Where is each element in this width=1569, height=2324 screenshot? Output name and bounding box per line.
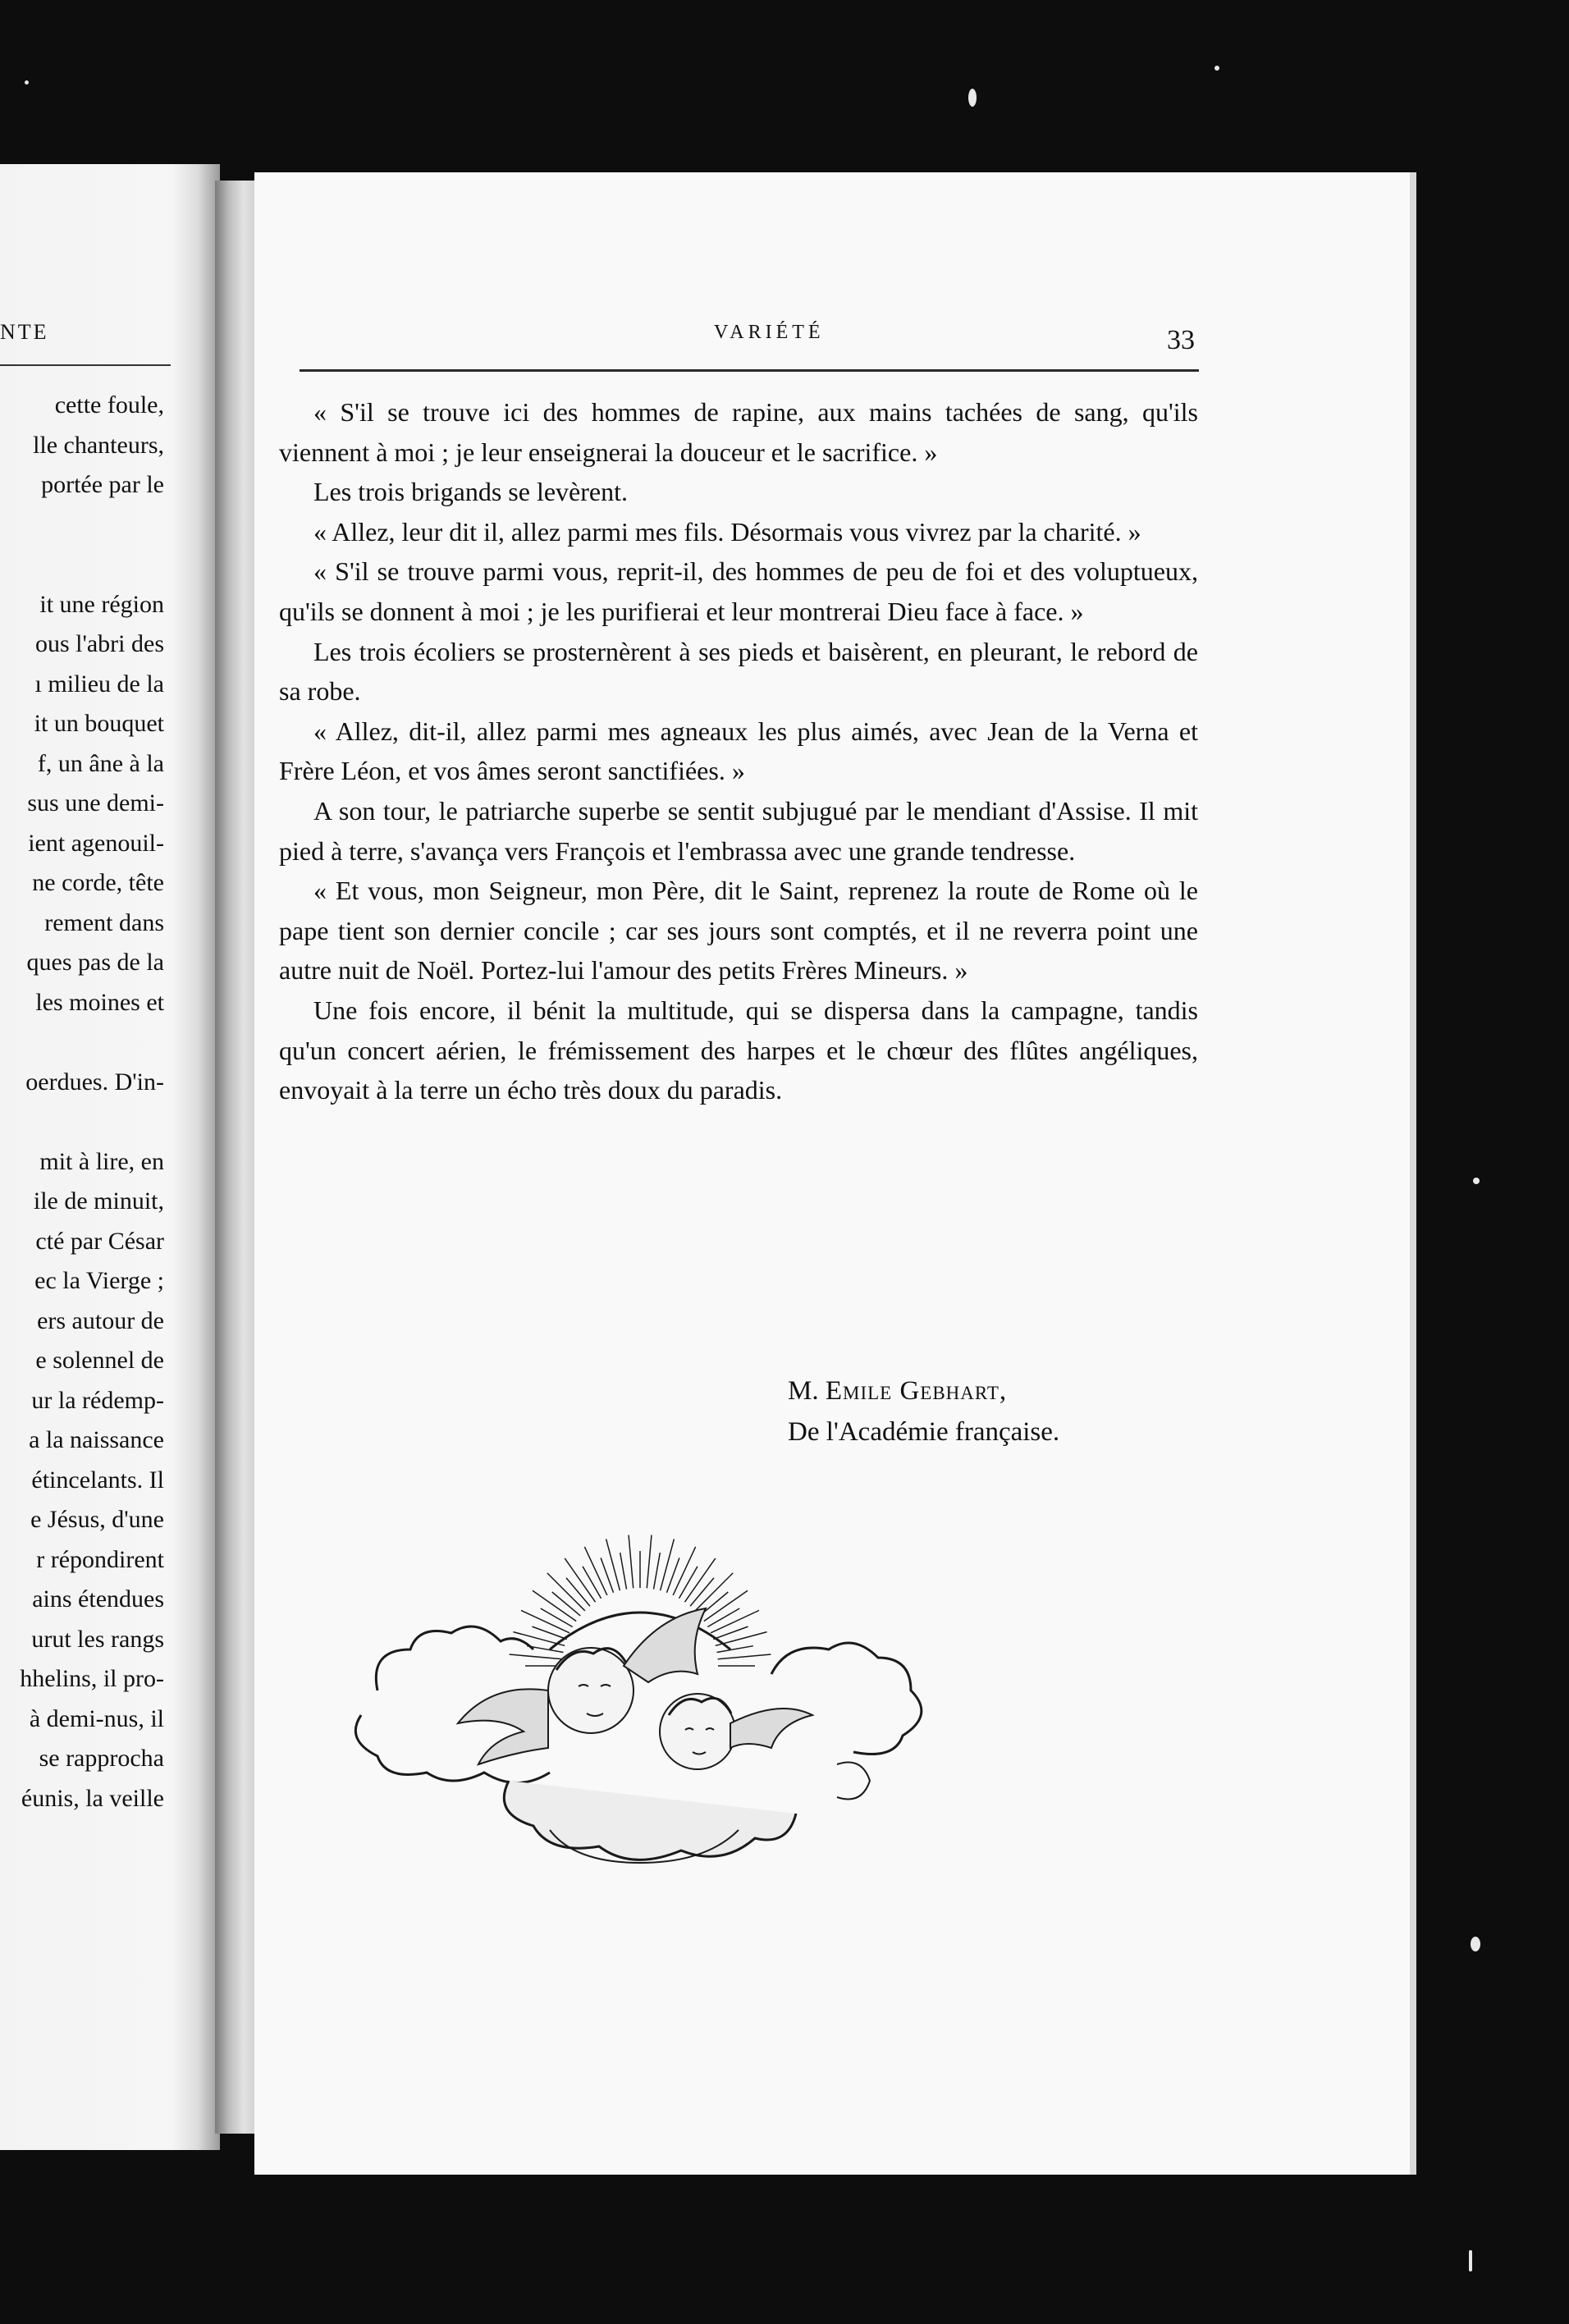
sunburst-ray — [620, 1553, 627, 1589]
left-page-line: rement dans — [44, 908, 164, 936]
sunburst-ray — [566, 1578, 590, 1606]
left-page-line: éunis, la veille — [21, 1784, 164, 1812]
sunburst-ray — [606, 1539, 620, 1590]
left-running-head: NTE — [0, 320, 49, 344]
sunburst-ray — [653, 1553, 660, 1589]
page-right — [254, 172, 1410, 2175]
author-affiliation: De l'Académie française. — [788, 1417, 1060, 1447]
paragraph: « Et vous, mon Seigneur, mon Père, dit le Saint, reprenez la route de Rome où le pape tient son dernier concile ; car ses jours sont comptés, et il ne reverra point une autre nuit de Noël. Portez-lui l'amour des petits Frères Mineurs. » — [279, 876, 1198, 986]
left-page-line: e solennel de — [35, 1347, 164, 1374]
left-page-line: oerdues. D'in- — [25, 1068, 164, 1096]
sunburst-ray — [601, 1558, 613, 1592]
paragraph: Les trois brigands se levèrent. — [313, 477, 628, 507]
left-page-line: ec la Vierge ; — [34, 1267, 164, 1294]
left-page-line: portée par le — [41, 471, 164, 498]
left-page-line — [0, 1022, 164, 1063]
dust-speck — [1214, 66, 1219, 71]
left-page-line: mit à lire, en — [39, 1147, 164, 1175]
paragraph: « S'il se trouve ici des hommes de rapine, aux mains tachées de sang, qu'ils viennent à moi ; je leur enseignerai la douceur et le sacrifice. » — [279, 397, 1198, 467]
left-page-line: étincelants. Il — [31, 1466, 164, 1494]
paragraph: « S'il se trouve parmi vous, reprit-il, des hommes de peu de foi et des voluptueux, qu'ils se donnent à moi ; je les purifierai et leur montrerai Dieu face à face. » — [279, 556, 1198, 626]
left-page-line: les moines et — [35, 988, 164, 1016]
sunburst-ray — [711, 1610, 759, 1632]
dust-speck — [1471, 1937, 1480, 1951]
left-page-line: ques pas de la — [26, 949, 164, 976]
sunburst-ray — [583, 1567, 602, 1599]
left-page-line: ur la rédemp- — [31, 1386, 164, 1414]
left-page-line: ı milieu de la — [34, 670, 164, 698]
left-page-line: r répondirent — [36, 1545, 164, 1573]
left-page-line — [0, 1102, 164, 1142]
left-page-line: ile de minuit, — [33, 1187, 164, 1215]
left-page-line: ers autour de — [37, 1306, 164, 1334]
left-page-line: it un bouquet — [34, 710, 164, 737]
signature — [788, 1370, 1214, 1452]
left-page-line: hhelins, il pro- — [20, 1665, 164, 1692]
left-page-line: à demi-nus, il — [29, 1704, 164, 1732]
left-page-line — [0, 545, 164, 585]
sunburst-ray — [673, 1547, 695, 1595]
facing-page-left — [0, 164, 220, 2150]
left-page-line: sus une demi- — [27, 789, 164, 817]
author-name: M. Emile Gebhart, — [788, 1376, 1008, 1406]
cherubs-clouds-sunburst-icon — [345, 1485, 935, 1912]
left-page-line — [0, 506, 164, 546]
left-page-line: ains étendues — [32, 1585, 164, 1613]
dust-speck — [25, 80, 29, 85]
paragraph: « Allez, leur dit il, allez parmi mes fils. Désormais vous vivrez par la charité. » — [313, 516, 1141, 547]
left-page-line: urut les rangs — [31, 1625, 164, 1653]
sunburst-ray — [717, 1646, 753, 1653]
left-page-line: e Jésus, d'une — [30, 1506, 164, 1533]
dust-speck — [1469, 2250, 1472, 2271]
paragraph: Une fois encore, il bénit la multitude, qui se dispersa dans la campagne, tandis qu'un concert aérien, le frémissement des harpes et le chœur des flûtes angéliques, envoyait à la terre un écho très doux du paradis. — [279, 995, 1198, 1105]
sunburst-ray — [541, 1608, 573, 1627]
sunburst-ray — [552, 1592, 580, 1616]
body-text — [279, 392, 1198, 1110]
sunburst-ray — [584, 1547, 606, 1595]
paragraph: A son tour, le patriarche superbe se sentit subjugué par le mendiant d'Assise. Il mit pied à terre, s'avança vers François et l'embrassa avec une grande tendresse. — [279, 795, 1198, 866]
left-page-line: it une région — [39, 590, 164, 618]
left-page-line: lle chanteurs, — [33, 431, 164, 459]
sunburst-ray — [666, 1558, 679, 1592]
sunburst-ray — [532, 1626, 566, 1639]
sunburst-ray — [707, 1608, 739, 1627]
left-page-line: se rapprocha — [39, 1745, 164, 1772]
dust-speck — [1473, 1178, 1480, 1184]
left-page-line: ne corde, tête — [32, 869, 164, 896]
left-header-rule — [0, 364, 171, 366]
left-page-line: ient agenouil- — [28, 829, 164, 857]
sunburst-ray — [510, 1654, 563, 1659]
sunburst-ray — [661, 1539, 675, 1590]
paragraph: Les trois écoliers se prosternèrent à ses pieds et baisèrent, en pleurant, le rebord de sa robe. — [279, 636, 1198, 707]
dust-speck — [968, 89, 977, 107]
left-page-line: cette foule, — [54, 391, 164, 419]
left-page-line: a la naissance — [29, 1426, 164, 1453]
sunburst-ray — [679, 1567, 698, 1599]
sunburst-ray — [718, 1654, 771, 1659]
paragraph: « Allez, dit-il, allez parmi mes agneaux les plus aimés, avec Jean de la Verna et Frère Léon, et vos âmes seront sanctifiées. » — [279, 716, 1198, 786]
running-head: VARIÉTÉ — [714, 322, 825, 343]
header-rule — [300, 369, 1199, 372]
left-page-line: ous l'abri des — [34, 630, 164, 657]
left-page-line: f, un âne à la — [37, 749, 164, 777]
page-number: 33 — [1167, 325, 1195, 355]
left-page-text — [0, 386, 164, 1818]
sunburst-ray — [629, 1535, 634, 1589]
sunburst-ray — [647, 1535, 652, 1589]
sunburst-ray — [690, 1578, 714, 1606]
sunburst-ray — [521, 1610, 570, 1632]
left-page-line: cté par César — [35, 1227, 164, 1255]
sunburst-ray — [713, 1626, 748, 1639]
